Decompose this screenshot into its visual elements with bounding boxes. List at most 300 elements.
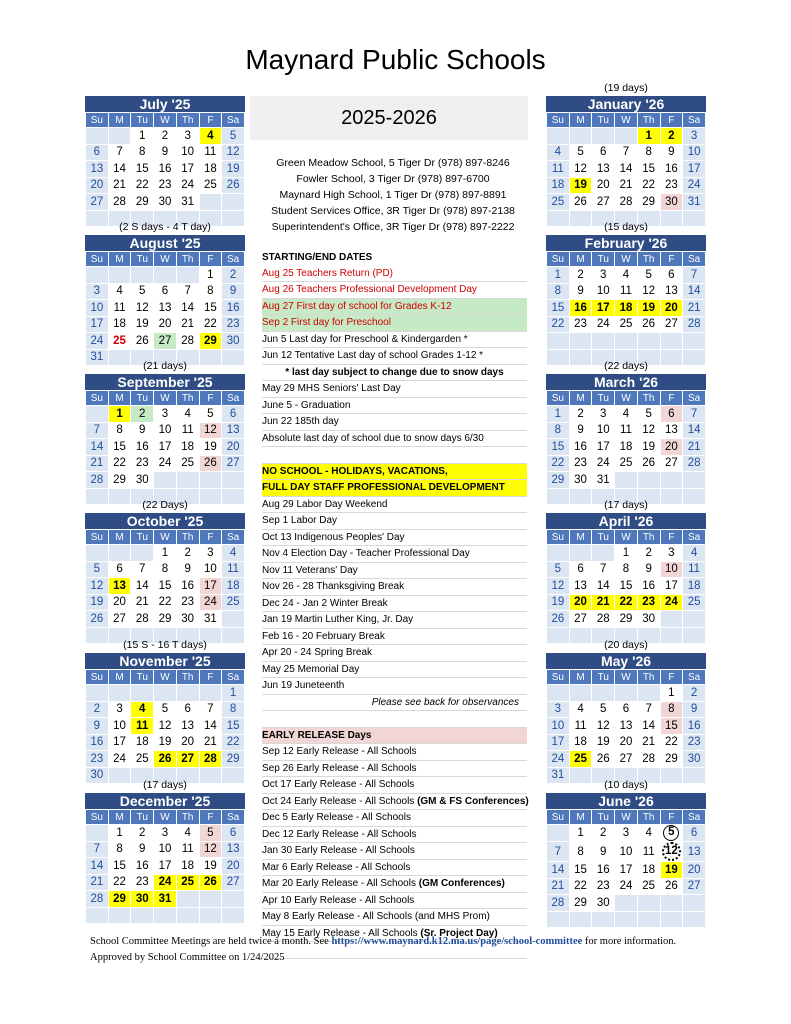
day-cell: 6 xyxy=(592,144,615,161)
date-entry: Sep 26 Early Release - All Schools xyxy=(262,761,527,778)
day-cell: 16 xyxy=(592,862,615,879)
day-cell: 1 xyxy=(660,685,683,702)
day-cell: 27 xyxy=(660,316,683,333)
empty-cell xyxy=(199,194,222,211)
weekday-label: Sa xyxy=(683,391,706,406)
day-cell: 11 xyxy=(199,144,222,161)
day-cell: 13 xyxy=(222,422,245,439)
day-cell: 24 xyxy=(176,177,199,194)
empty-cell xyxy=(592,685,615,702)
empty-cell xyxy=(547,685,570,702)
month-calendar xyxy=(546,513,706,644)
weekday-label: Th xyxy=(637,391,660,406)
day-cell: 19 xyxy=(569,177,592,194)
weekday-label: Tu xyxy=(592,530,615,545)
month-header: July '25 xyxy=(85,96,245,112)
day-cell: 17 xyxy=(86,316,109,333)
day-cell: 14 xyxy=(547,862,570,879)
day-cell: 25 xyxy=(131,751,154,768)
date-entry: STARTING/END DATES xyxy=(262,252,373,263)
day-cell: 13 xyxy=(660,283,683,300)
day-cell: 6 xyxy=(615,701,638,718)
day-cell: 28 xyxy=(108,194,131,211)
day-cell: 2 xyxy=(569,267,592,284)
day-cell: 19 xyxy=(86,594,109,611)
weekday-label: M xyxy=(108,391,131,406)
month-calendar xyxy=(85,793,245,924)
empty-cell xyxy=(569,545,592,562)
day-cell: 27 xyxy=(86,194,109,211)
school-committee-link[interactable]: https://www.maynard.k12.ma.us/page/school-committee xyxy=(331,936,583,947)
day-cell: 25 xyxy=(615,455,638,472)
empty-cell xyxy=(222,472,245,489)
day-cell: 17 xyxy=(592,439,615,456)
empty-cell xyxy=(637,895,660,912)
day-cell: 10 xyxy=(199,561,222,578)
empty-cell xyxy=(154,267,177,284)
day-cell: 12 xyxy=(154,718,177,735)
day-cell: 4 xyxy=(569,701,592,718)
day-cell: 13 xyxy=(683,842,706,862)
day-cell: 7 xyxy=(86,841,109,858)
weekday-label: Th xyxy=(637,810,660,825)
day-cell: 15 xyxy=(222,718,245,735)
weekday-label: F xyxy=(199,810,222,825)
day-cell: 17 xyxy=(154,439,177,456)
footer-approved: Approved by School Committee on 1/24/2025 xyxy=(90,952,285,963)
day-cell: 31 xyxy=(199,611,222,628)
day-cell: 4 xyxy=(547,144,570,161)
day-cell: 31 xyxy=(592,472,615,489)
weekday-label: M xyxy=(569,670,592,685)
day-cell: 14 xyxy=(86,439,109,456)
day-cell: 10 xyxy=(108,718,131,735)
weekday-label: Sa xyxy=(683,252,706,267)
empty-cell xyxy=(615,685,638,702)
empty-cell xyxy=(615,472,638,489)
day-cell: 13 xyxy=(660,422,683,439)
month-calendar xyxy=(546,793,706,928)
address-line: Superintendent's Office, 3R Tiger Dr (978) 897-2222 xyxy=(271,221,515,233)
date-entry: Aug 27 First day of school for Grades K-12 xyxy=(262,299,527,316)
day-cell: 28 xyxy=(199,751,222,768)
weekday-label: F xyxy=(660,810,683,825)
day-cell: 5 xyxy=(637,406,660,423)
weekday-label: F xyxy=(660,530,683,545)
empty-cell xyxy=(154,907,177,924)
day-cell: 4 xyxy=(637,825,660,842)
month-calendar xyxy=(85,374,245,505)
footer-text: School Committee Meetings are held twice a month. See xyxy=(90,936,332,947)
day-cell: 15 xyxy=(569,862,592,879)
day-cell: 7 xyxy=(199,701,222,718)
month-calendar xyxy=(546,653,706,784)
day-cell: 31 xyxy=(176,194,199,211)
day-cell: 26 xyxy=(86,611,109,628)
day-cell: 19 xyxy=(660,862,683,879)
day-cell: 5 xyxy=(199,825,222,842)
weekday-label: Sa xyxy=(683,113,706,128)
day-cell: 5 xyxy=(547,561,570,578)
weekday-label: M xyxy=(569,530,592,545)
empty-cell xyxy=(660,472,683,489)
day-cell: 13 xyxy=(154,300,177,317)
date-entry: Please see back for observances xyxy=(262,695,527,712)
day-cell: 12 xyxy=(637,283,660,300)
day-cell: 23 xyxy=(131,455,154,472)
day-cell: 8 xyxy=(615,561,638,578)
day-cell: 20 xyxy=(569,594,592,611)
day-cell: 7 xyxy=(108,144,131,161)
month-day-count: (22 Days) xyxy=(142,499,188,511)
empty-cell xyxy=(199,891,222,908)
day-cell: 24 xyxy=(154,455,177,472)
day-cell: 30 xyxy=(86,767,109,784)
day-cell: 19 xyxy=(637,439,660,456)
day-cell: 21 xyxy=(683,300,706,317)
day-cell: 10 xyxy=(592,283,615,300)
day-cell: 26 xyxy=(199,455,222,472)
empty-cell xyxy=(199,685,222,702)
day-cell: 20 xyxy=(222,439,245,456)
empty-cell xyxy=(660,895,683,912)
day-cell: 4 xyxy=(615,267,638,284)
day-cell: 23 xyxy=(637,594,660,611)
date-entry: Sep 12 Early Release - All Schools xyxy=(262,744,527,761)
day-cell: 12 xyxy=(637,422,660,439)
day-cell: 9 xyxy=(569,283,592,300)
month-header: June '26 xyxy=(546,793,706,809)
day-cell: 16 xyxy=(222,300,245,317)
empty-cell xyxy=(176,267,199,284)
empty-cell xyxy=(222,907,245,924)
day-cell: 5 xyxy=(86,561,109,578)
day-cell: 10 xyxy=(547,718,570,735)
day-cell: 31 xyxy=(547,767,570,784)
empty-cell xyxy=(108,128,131,145)
month-calendar xyxy=(546,235,706,366)
weekday-label: Th xyxy=(176,252,199,267)
empty-cell xyxy=(131,545,154,562)
day-cell: 27 xyxy=(683,878,706,895)
empty-cell xyxy=(154,472,177,489)
day-cell: 12 xyxy=(86,578,109,595)
weekday-label: W xyxy=(615,670,638,685)
day-cell: 3 xyxy=(154,406,177,423)
empty-cell xyxy=(154,685,177,702)
day-cell: 30 xyxy=(683,751,706,768)
empty-cell xyxy=(615,911,638,928)
date-entry: Apr 20 - 24 Spring Break xyxy=(262,645,527,662)
day-cell: 27 xyxy=(222,874,245,891)
day-cell: 14 xyxy=(592,578,615,595)
day-cell: 1 xyxy=(569,825,592,842)
empty-cell xyxy=(222,194,245,211)
day-cell: 2 xyxy=(222,267,245,284)
day-cell: 27 xyxy=(592,194,615,211)
day-cell: 3 xyxy=(592,406,615,423)
date-entry: Jun 12 Tentative Last day of school Grades 1-12 * xyxy=(262,348,527,365)
month-header: November '25 xyxy=(85,653,245,669)
weekday-label: Tu xyxy=(592,391,615,406)
day-cell: 29 xyxy=(637,194,660,211)
day-cell: 5 xyxy=(569,144,592,161)
date-entry: Feb 16 - 20 February Break xyxy=(262,629,527,646)
date-entry: * last day subject to change due to snow days xyxy=(262,365,527,382)
weekday-label: Th xyxy=(637,252,660,267)
empty-cell xyxy=(569,333,592,350)
day-cell: 2 xyxy=(683,685,706,702)
weekday-label: Th xyxy=(176,670,199,685)
day-cell: 12 xyxy=(569,161,592,178)
day-cell: 3 xyxy=(199,545,222,562)
date-entry: May 8 Early Release - All Schools (and MHS Prom) xyxy=(262,909,527,926)
weekday-label: F xyxy=(199,530,222,545)
day-cell: 5 xyxy=(154,701,177,718)
day-cell: 10 xyxy=(154,422,177,439)
day-cell: 9 xyxy=(86,718,109,735)
day-cell: 14 xyxy=(683,283,706,300)
day-cell: 7 xyxy=(683,406,706,423)
day-cell: 8 xyxy=(660,701,683,718)
day-cell: 2 xyxy=(131,406,154,423)
day-cell: 4 xyxy=(131,701,154,718)
empty-cell xyxy=(86,128,109,145)
day-cell: 15 xyxy=(108,439,131,456)
day-cell: 19 xyxy=(637,300,660,317)
day-cell: 31 xyxy=(86,349,109,366)
page-title: Maynard Public Schools xyxy=(245,44,546,75)
day-cell: 6 xyxy=(660,267,683,284)
empty-cell xyxy=(637,333,660,350)
day-cell: 2 xyxy=(176,545,199,562)
day-cell: 4 xyxy=(199,128,222,145)
weekday-label: Su xyxy=(86,530,109,545)
day-cell: 8 xyxy=(547,422,570,439)
day-cell: 25 xyxy=(637,878,660,895)
day-cell: 29 xyxy=(615,611,638,628)
day-cell: 3 xyxy=(547,701,570,718)
day-cell: 3 xyxy=(154,825,177,842)
day-cell: 28 xyxy=(131,611,154,628)
day-cell: 11 xyxy=(683,561,706,578)
day-cell: 21 xyxy=(199,734,222,751)
day-cell: 29 xyxy=(222,751,245,768)
day-cell: 22 xyxy=(660,734,683,751)
weekday-label: M xyxy=(108,670,131,685)
day-cell: 25 xyxy=(222,594,245,611)
empty-cell xyxy=(637,911,660,928)
day-cell: 20 xyxy=(86,177,109,194)
day-cell: 21 xyxy=(637,734,660,751)
empty-cell xyxy=(86,907,109,924)
weekday-label: Su xyxy=(86,810,109,825)
day-cell: 25 xyxy=(176,874,199,891)
day-cell: 14 xyxy=(131,578,154,595)
day-cell: 10 xyxy=(660,561,683,578)
day-cell: 17 xyxy=(108,734,131,751)
weekday-label: Th xyxy=(176,810,199,825)
day-cell: 30 xyxy=(154,194,177,211)
day-cell: 11 xyxy=(569,718,592,735)
empty-cell xyxy=(108,685,131,702)
day-cell: 30 xyxy=(569,472,592,489)
weekday-label: Th xyxy=(637,530,660,545)
day-cell: 7 xyxy=(176,283,199,300)
empty-cell xyxy=(199,472,222,489)
day-cell: 6 xyxy=(154,283,177,300)
day-cell: 28 xyxy=(86,472,109,489)
empty-cell xyxy=(86,545,109,562)
day-cell: 31 xyxy=(154,891,177,908)
weekday-label: Su xyxy=(86,113,109,128)
day-cell: 5 xyxy=(637,267,660,284)
empty-cell xyxy=(86,825,109,842)
weekday-label: Th xyxy=(637,113,660,128)
day-cell: 27 xyxy=(222,455,245,472)
day-cell: 27 xyxy=(569,611,592,628)
day-cell: 25 xyxy=(108,333,131,350)
day-cell: 12 xyxy=(199,841,222,858)
day-cell: 18 xyxy=(683,578,706,595)
day-cell: 24 xyxy=(154,874,177,891)
empty-cell xyxy=(108,267,131,284)
month-day-count: (20 days) xyxy=(604,639,648,651)
day-cell: 23 xyxy=(154,177,177,194)
weekday-label: Tu xyxy=(131,113,154,128)
day-cell: 23 xyxy=(569,316,592,333)
empty-cell xyxy=(108,907,131,924)
empty-cell xyxy=(683,911,706,928)
empty-cell xyxy=(637,685,660,702)
day-cell: 15 xyxy=(199,300,222,317)
day-cell: 25 xyxy=(199,177,222,194)
date-entry: Jan 19 Martin Luther King, Jr. Day xyxy=(262,612,527,629)
day-cell: 18 xyxy=(108,316,131,333)
day-cell: 1 xyxy=(108,825,131,842)
weekday-label: F xyxy=(199,670,222,685)
month-day-count: (17 days) xyxy=(143,779,187,791)
date-entry: Mar 6 Early Release - All Schools xyxy=(262,860,527,877)
weekday-label: Sa xyxy=(222,113,245,128)
day-cell: 23 xyxy=(222,316,245,333)
day-cell: 2 xyxy=(131,825,154,842)
date-entry: Jun 5 Last day for Preschool & Kindergarden * xyxy=(262,332,527,349)
day-cell: 21 xyxy=(86,874,109,891)
day-cell: 30 xyxy=(660,194,683,211)
date-entry xyxy=(262,711,527,728)
day-cell: 19 xyxy=(547,594,570,611)
weekday-label: W xyxy=(615,391,638,406)
day-cell: 19 xyxy=(222,161,245,178)
day-cell: 21 xyxy=(86,455,109,472)
address-line: Maynard High School, 1 Tiger Dr (978) 897-8891 xyxy=(279,189,507,201)
day-cell: 2 xyxy=(637,545,660,562)
empty-cell xyxy=(86,267,109,284)
day-cell: 1 xyxy=(637,128,660,145)
day-cell: 28 xyxy=(615,194,638,211)
day-cell: 12 xyxy=(199,422,222,439)
day-cell: 3 xyxy=(615,825,638,842)
day-cell: 24 xyxy=(199,594,222,611)
day-cell: 11 xyxy=(547,161,570,178)
day-cell: 25 xyxy=(615,316,638,333)
day-cell: 11 xyxy=(108,300,131,317)
weekday-label: Sa xyxy=(222,391,245,406)
date-entry: Jun 22 185th day xyxy=(262,414,527,431)
day-cell: 27 xyxy=(660,455,683,472)
month-header: September '25 xyxy=(85,374,245,390)
day-cell: 5 xyxy=(660,825,683,842)
weekday-label: W xyxy=(154,252,177,267)
day-cell: 30 xyxy=(131,472,154,489)
day-cell: 8 xyxy=(637,144,660,161)
day-cell: 2 xyxy=(592,825,615,842)
day-cell: 8 xyxy=(131,144,154,161)
empty-cell xyxy=(222,891,245,908)
day-cell: 6 xyxy=(222,406,245,423)
day-cell: 17 xyxy=(199,578,222,595)
empty-cell xyxy=(199,907,222,924)
day-cell: 31 xyxy=(683,194,706,211)
weekday-label: Tu xyxy=(131,810,154,825)
day-cell: 20 xyxy=(108,594,131,611)
day-cell: 23 xyxy=(569,455,592,472)
weekday-label: Tu xyxy=(131,252,154,267)
day-cell: 14 xyxy=(683,422,706,439)
weekday-label: W xyxy=(154,530,177,545)
date-entry: Dec 24 - Jan 2 Winter Break xyxy=(262,596,527,613)
day-cell: 21 xyxy=(683,439,706,456)
day-cell: 25 xyxy=(683,594,706,611)
day-cell: 16 xyxy=(637,578,660,595)
day-cell: 9 xyxy=(683,701,706,718)
day-cell: 12 xyxy=(222,144,245,161)
empty-cell xyxy=(86,406,109,423)
day-cell: 20 xyxy=(222,858,245,875)
date-entry: NO SCHOOL - HOLIDAYS, VACATIONS, xyxy=(262,464,527,481)
day-cell: 1 xyxy=(199,267,222,284)
empty-cell xyxy=(547,128,570,145)
day-cell: 20 xyxy=(176,734,199,751)
month-header: October '25 xyxy=(85,513,245,529)
empty-cell xyxy=(569,128,592,145)
day-cell: 24 xyxy=(86,333,109,350)
day-cell: 26 xyxy=(547,611,570,628)
day-cell: 2 xyxy=(569,406,592,423)
empty-cell xyxy=(547,333,570,350)
day-cell: 9 xyxy=(637,561,660,578)
day-cell: 23 xyxy=(683,734,706,751)
day-cell: 10 xyxy=(176,144,199,161)
weekday-label: Sa xyxy=(683,530,706,545)
day-cell: 26 xyxy=(660,878,683,895)
day-cell: 29 xyxy=(108,472,131,489)
address-line: Green Meadow School, 5 Tiger Dr (978) 897-8246 xyxy=(276,157,510,169)
date-entry: Nov 11 Veterans' Day xyxy=(262,563,527,580)
day-cell: 16 xyxy=(569,439,592,456)
day-cell: 22 xyxy=(569,878,592,895)
weekday-label: Tu xyxy=(131,530,154,545)
day-cell: 10 xyxy=(615,842,638,862)
day-cell: 9 xyxy=(222,283,245,300)
date-entry: FULL DAY STAFF PROFESSIONAL DEVELOPMENT xyxy=(262,480,527,497)
day-cell: 16 xyxy=(176,578,199,595)
day-cell: 18 xyxy=(176,439,199,456)
day-cell: 16 xyxy=(569,300,592,317)
day-cell: 30 xyxy=(592,895,615,912)
day-cell: 14 xyxy=(199,718,222,735)
